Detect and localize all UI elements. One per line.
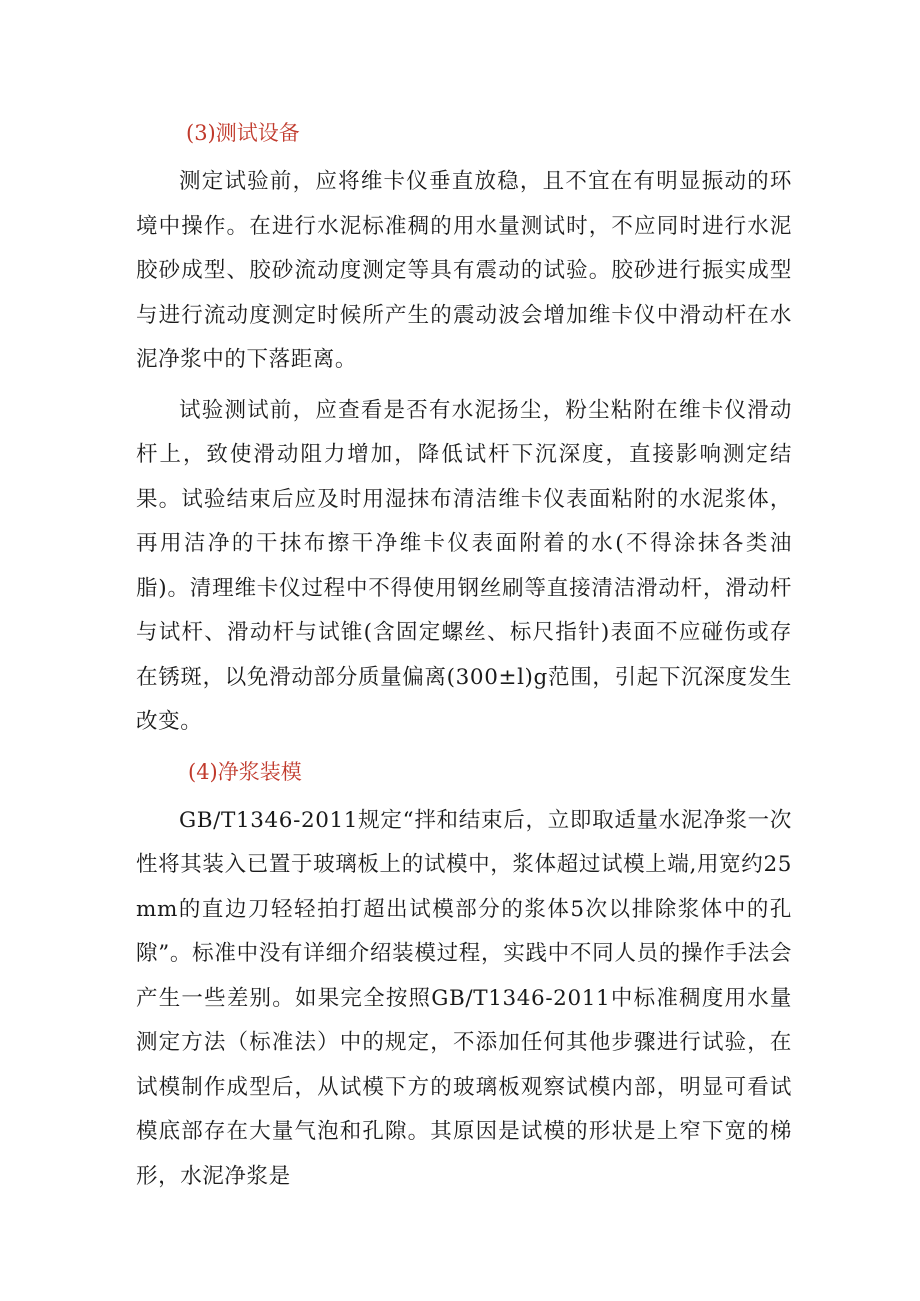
- section-3-heading: (3)测试设备: [186, 121, 300, 145]
- section-4-paragraph-1: GB/T1346-2011规定“拌和结束后，立即取适量水泥净浆一次性将其装入已置于玻璃板上的试模中，浆体超过试模上端,用宽约25mm的直边刀轻轻拍打超出试模部分的浆体5次以排除浆体中的孔隙”。标准中没有详细介绍装模过程，实践中不同人员的操作手法会产生一些差别。如果完全按照GB/T1346-2011中标准稠度用水量测定方法（标准法）中的规定，不添加任何其他步骤进行试验，在试模制作成型后，从试模下方的玻璃板观察试模内部，明显可看试模底部存在大量气泡和孔隙。其原因是试模的形状是上窄下宽的梯形，水泥净浆是: [136, 807, 792, 1189]
- document-body: [136, 112, 792, 1205]
- section-3-paragraph-1: 测定试验前，应将维卡仪垂直放稳，且不宜在有明显振动的环境中操作。在进行水泥标准稠的用水量测试时，不应同时进行水泥胶砂成型、胶砂流动度测定等具有震动的试验。胶砂进行振实成型与进行流动度测定时候所产生的震动波会增加维卡仪中滑动杆在水泥净浆中的下落距离。: [136, 169, 792, 372]
- section-4-heading: (4)净浆装模: [188, 759, 302, 784]
- section-3-paragraph-2: 试验测试前，应查看是否有水泥扬尘，粉尘粘附在维卡仪滑动杆上，致使滑动阻力增加，降低试杆下沉深度，直接影响测定结果。试验结束后应及时用湿抹布清洁维卡仪表面粘附的水泥浆体，再用洁净的干抹布擦干净维卡仪表面附着的水(不得涂抹各类油脂)。清理维卡仪过程中不得使用钢丝刷等直接清洁滑动杆，滑动杆与试杆、滑动杆与试锥(含固定螺丝、标尺指针)表面不应碰伤或存在锈斑，以免滑动部分质量偏离(300±l)g范围，引起下沉深度发生改变。: [136, 397, 792, 734]
